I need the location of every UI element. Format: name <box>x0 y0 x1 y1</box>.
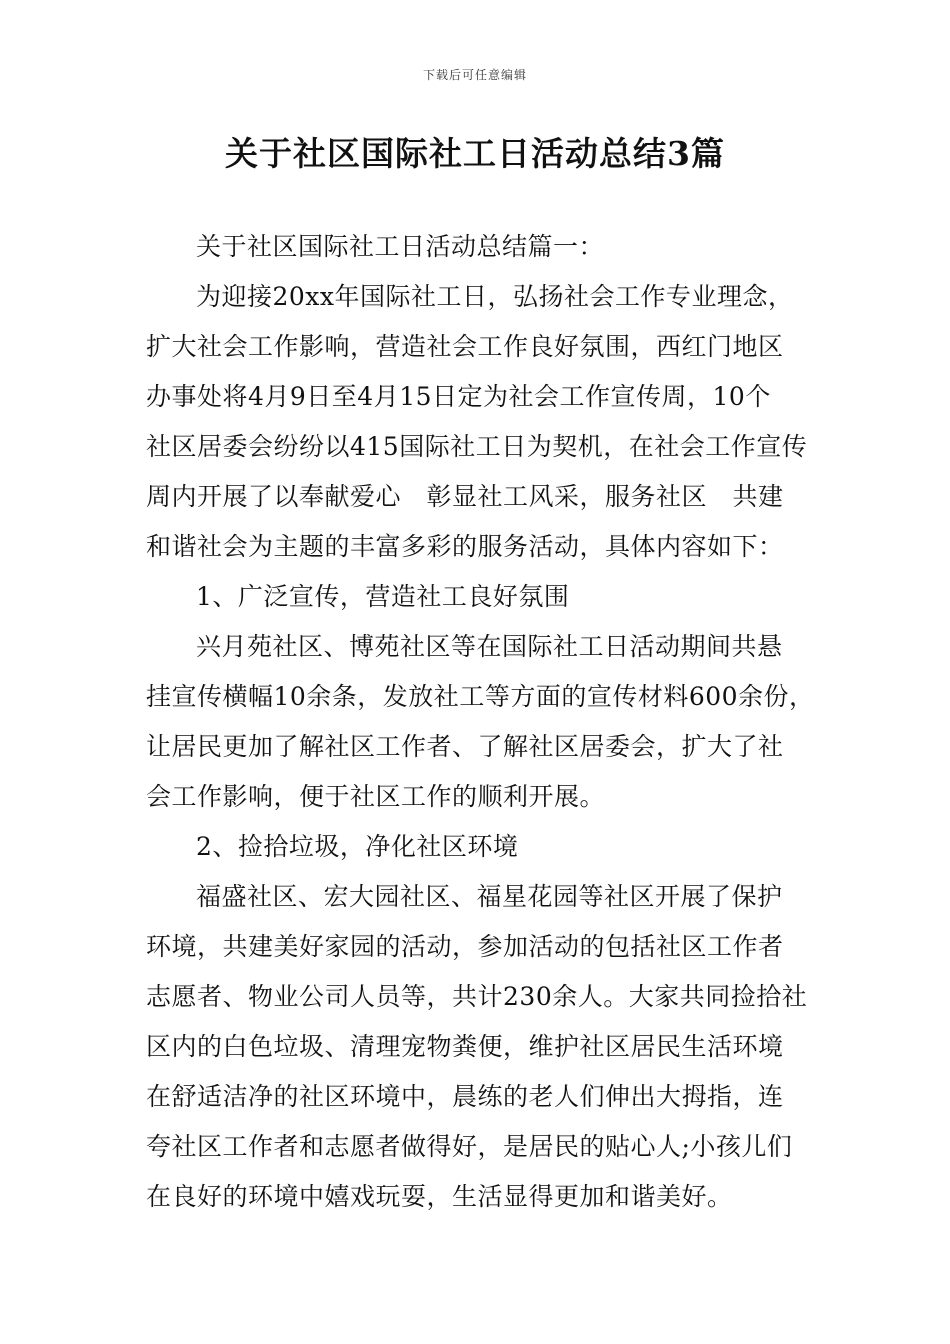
text-line: 1、广泛宣传，营造社工良好氛围 <box>196 582 570 611</box>
header-note: 下载后可任意编辑 <box>422 68 527 82</box>
text-line: 在良好的环境中嬉戏玩耍，生活显得更加和谐美好。 <box>146 1182 733 1211</box>
text-line: 扩大社会工作影响，营造社会工作良好氛围，西红门地区 <box>146 332 784 361</box>
document-title: 关于社区国际社工日活动总结3篇 <box>225 134 725 173</box>
text-line: 2、捡拾垃圾，净化社区环境 <box>196 832 519 861</box>
text-line: 周内开展了以奉献爱心 彰显社工风采，服务社区 共建 <box>146 482 784 511</box>
text-line: 办事处将4月9日至4月15日定为社会工作宣传周，10个 <box>146 382 771 411</box>
text-line: 兴月苑社区、博苑社区等在国际社工日活动期间共悬 <box>196 632 783 661</box>
text-line: 挂宣传横幅10余条，发放社工等方面的宣传材料600余份， <box>146 682 815 711</box>
text-line: 区内的白色垃圾、清理宠物粪便，维护社区居民生活环境 <box>146 1032 784 1061</box>
text-line: 关于社区国际社工日活动总结篇一： <box>196 232 605 261</box>
text-line: 社区居委会纷纷以415国际社工日为契机，在社会工作宣传 <box>146 432 808 461</box>
text-line: 福盛社区、宏大园社区、福星花园等社区开展了保护 <box>196 882 783 911</box>
text-line: 让居民更加了解社区工作者、了解社区居委会，扩大了社 <box>146 732 784 761</box>
text-line: 和谐社会为主题的丰富多彩的服务活动，具体内容如下： <box>146 532 784 561</box>
text-line: 环境，共建美好家园的活动，参加活动的包括社区工作者 <box>146 932 784 961</box>
text-line: 为迎接20xx年国际社工日，弘扬社会工作专业理念， <box>196 282 794 311</box>
text-line: 夸社区工作者和志愿者做得好，是居民的贴心人;小孩儿们 <box>146 1132 793 1161</box>
text-line: 志愿者、物业公司人员等，共计230余人。大家共同捡拾社 <box>146 982 808 1011</box>
document-body <box>146 222 826 1222</box>
text-line: 会工作影响，便于社区工作的顺利开展。 <box>146 782 606 811</box>
text-line: 在舒适洁净的社区环境中，晨练的老人们伸出大拇指，连 <box>146 1082 784 1111</box>
